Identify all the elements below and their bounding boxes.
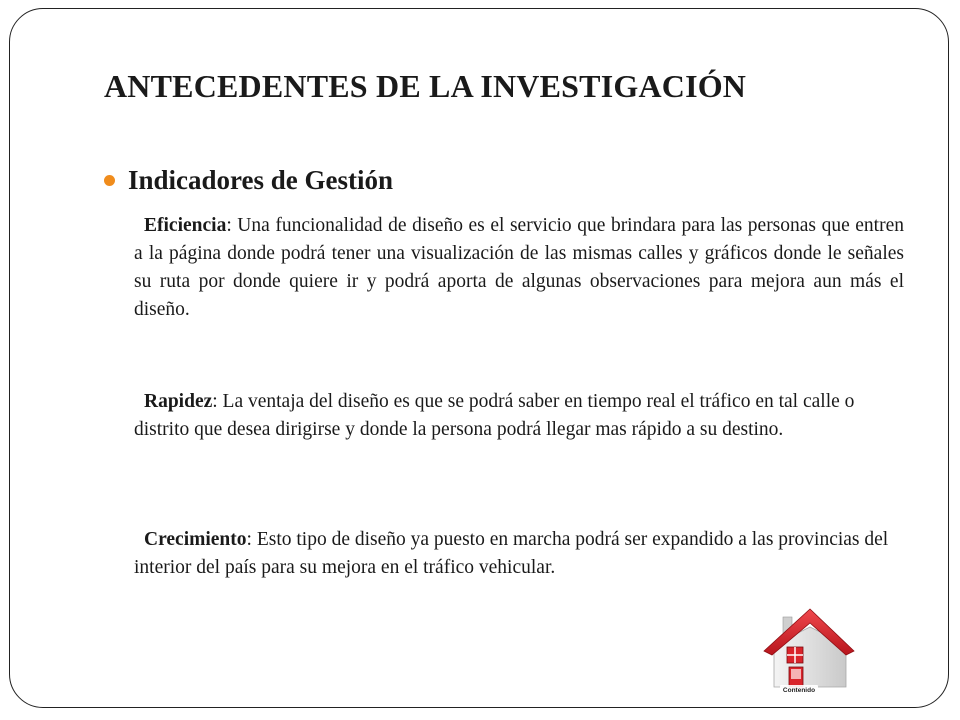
term-crecimiento: Crecimiento bbox=[144, 529, 247, 550]
slide-frame bbox=[9, 8, 949, 708]
term-eficiencia: Eficiencia bbox=[144, 215, 227, 236]
bullet-heading bbox=[104, 162, 393, 198]
paragraph-crecimiento bbox=[134, 526, 904, 582]
slide-title: ANTECEDENTES DE LA INVESTIGACIÓN bbox=[104, 68, 747, 104]
text-rapidez: : La ventaja del diseño es que se podrá saber en tiempo real el tráfico en tal calle o distrito que desea dirigirse y donde la persona podrá llegar mas rápido a su destino. bbox=[134, 391, 855, 440]
paragraph-rapidez bbox=[134, 388, 904, 444]
bullet-dot-icon bbox=[104, 175, 115, 186]
bullet-heading-text: Indicadores de Gestión bbox=[128, 164, 394, 195]
house-icon bbox=[760, 605, 856, 697]
text-eficiencia: : Una funcionalidad de diseño es el servicio que brindara para las personas que entren a la página donde podrá tener una visualización de las mismas calles y gráficos donde le señales su ruta por donde quiere ir y podrá aporta de algunas observaciones para mejora aun más el diseño. bbox=[134, 215, 904, 320]
home-label: Contenido bbox=[782, 687, 816, 694]
text-crecimiento: : Esto tipo de diseño ya puesto en marcha podrá ser expandido a las provincias del interior del país para su mejora en el tráfico vehicular. bbox=[134, 529, 889, 578]
paragraph-eficiencia bbox=[134, 212, 904, 324]
term-rapidez: Rapidez bbox=[144, 391, 213, 412]
home-button[interactable] bbox=[760, 605, 856, 697]
